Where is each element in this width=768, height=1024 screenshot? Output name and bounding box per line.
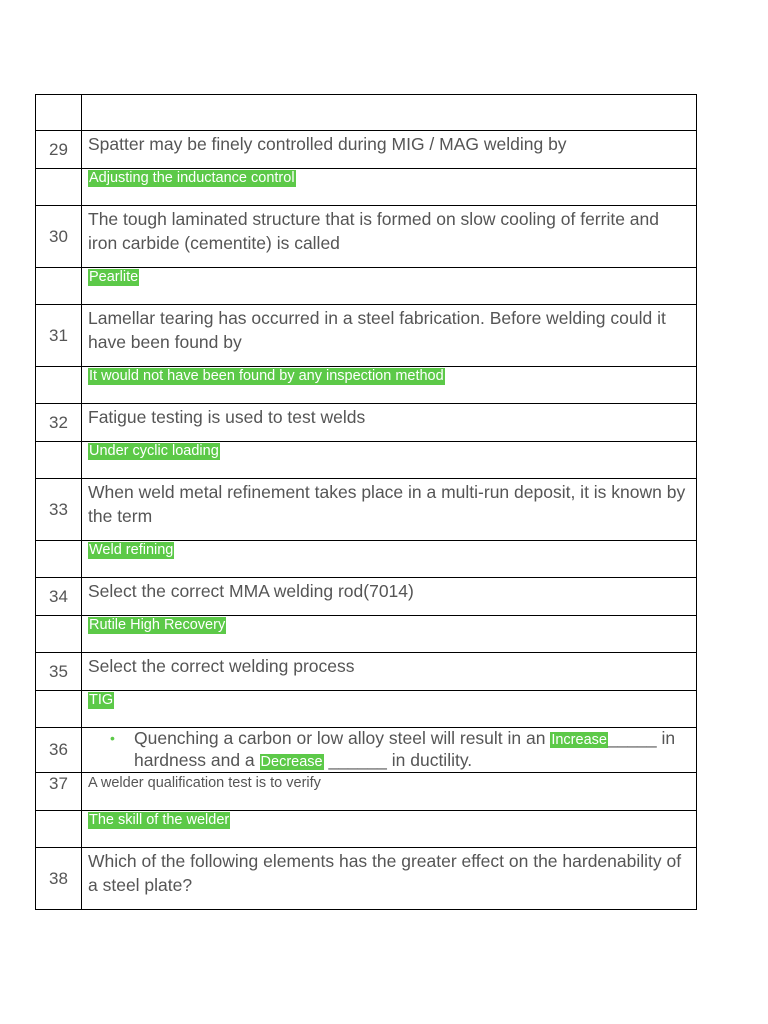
question-cell (82, 773, 697, 811)
answer-cell (82, 268, 697, 305)
question-cell (82, 206, 697, 268)
answer-cell (82, 367, 697, 404)
question-text: Select the correct MMA welding rod(7014) (88, 581, 414, 601)
answer-highlight: Weld refining (89, 542, 174, 558)
q36-part3: in ductility. (391, 750, 473, 770)
answer-cell (82, 691, 697, 728)
question-cell-36 (82, 728, 697, 773)
question-row (36, 653, 697, 691)
qa-table (35, 94, 697, 910)
question-text: Select the correct welding process (88, 656, 355, 676)
question-number: 36 (36, 728, 82, 773)
answer-highlight: Under cyclic loading (89, 443, 219, 459)
question-number: 34 (36, 578, 82, 616)
question-number: 32 (36, 404, 82, 442)
answer-num-cell (36, 169, 82, 206)
q36-blank1: _____ (607, 728, 657, 748)
question-number: 38 (36, 848, 82, 910)
answer-num-cell (36, 691, 82, 728)
answer-highlight: The skill of the welder (89, 812, 230, 828)
header-num-cell (36, 95, 82, 131)
answer-num-cell (36, 367, 82, 404)
q36-answer-increase: Increase (551, 732, 607, 748)
answer-cell (82, 541, 697, 578)
bullet-text (112, 728, 690, 772)
answer-cell (82, 811, 697, 848)
question-row (36, 479, 697, 541)
question-text: A welder qualification test is to verify (88, 775, 321, 791)
question-number: 29 (36, 131, 82, 169)
answer-row (36, 811, 697, 848)
answer-highlight: Rutile High Recovery (89, 617, 226, 633)
question-cell (82, 848, 697, 910)
answer-highlight: TIG (89, 692, 114, 708)
question-cell (82, 479, 697, 541)
question-text: Lamellar tearing has occurred in a steel fabrication. Before welding could it have been found by (88, 308, 666, 352)
question-row (36, 404, 697, 442)
question-text: Which of the following elements has the greater effect on the hardenability of a steel plate? (88, 851, 682, 895)
question-number: 30 (36, 206, 82, 268)
question-row (36, 131, 697, 169)
answer-row (36, 169, 697, 206)
q36-part2: in hardness and a (134, 728, 676, 770)
question-text: Spatter may be finely controlled during MIG / MAG welding by (88, 134, 567, 154)
question-text: The tough laminated structure that is formed on slow cooling of ferrite and iron carbide (cementite) is called (88, 209, 659, 253)
header-row (36, 95, 697, 131)
answer-highlight: Adjusting the inductance control (89, 170, 295, 186)
question-text: When weld metal refinement takes place in a multi-run deposit, it is known by the term (88, 482, 686, 526)
answer-row (36, 541, 697, 578)
question-row-36 (36, 728, 697, 773)
bullet-question (88, 728, 690, 772)
answer-num-cell (36, 442, 82, 479)
q36-blank2: ______ (328, 750, 387, 770)
question-cell (82, 404, 697, 442)
question-cell (82, 305, 697, 367)
answer-row (36, 268, 697, 305)
answer-cell (82, 442, 697, 479)
answer-highlight: Pearlite (89, 269, 139, 285)
header-text-cell (82, 95, 697, 131)
question-number: 33 (36, 479, 82, 541)
question-row (36, 578, 697, 616)
q36-answer-decrease: Decrease (260, 754, 323, 770)
question-text: Fatigue testing is used to test welds (88, 407, 366, 427)
q36-part1: Quenching a carbon or low alloy steel will result in an (134, 728, 546, 748)
question-cell (82, 653, 697, 691)
question-number: 37 (36, 773, 82, 811)
bullet-icon: • (110, 730, 115, 746)
answer-highlight: It would not have been found by any inspection method (89, 368, 444, 384)
question-cell (82, 131, 697, 169)
answer-row (36, 442, 697, 479)
question-row (36, 848, 697, 910)
question-number: 35 (36, 653, 82, 691)
answer-cell (82, 169, 697, 206)
answer-num-cell (36, 541, 82, 578)
question-row (36, 206, 697, 268)
answer-row (36, 616, 697, 653)
question-number: 31 (36, 305, 82, 367)
answer-row (36, 367, 697, 404)
answer-num-cell (36, 811, 82, 848)
answer-cell (82, 616, 697, 653)
answer-row (36, 691, 697, 728)
answer-num-cell (36, 268, 82, 305)
question-row (36, 773, 697, 811)
answer-num-cell (36, 616, 82, 653)
question-row (36, 305, 697, 367)
question-cell (82, 578, 697, 616)
